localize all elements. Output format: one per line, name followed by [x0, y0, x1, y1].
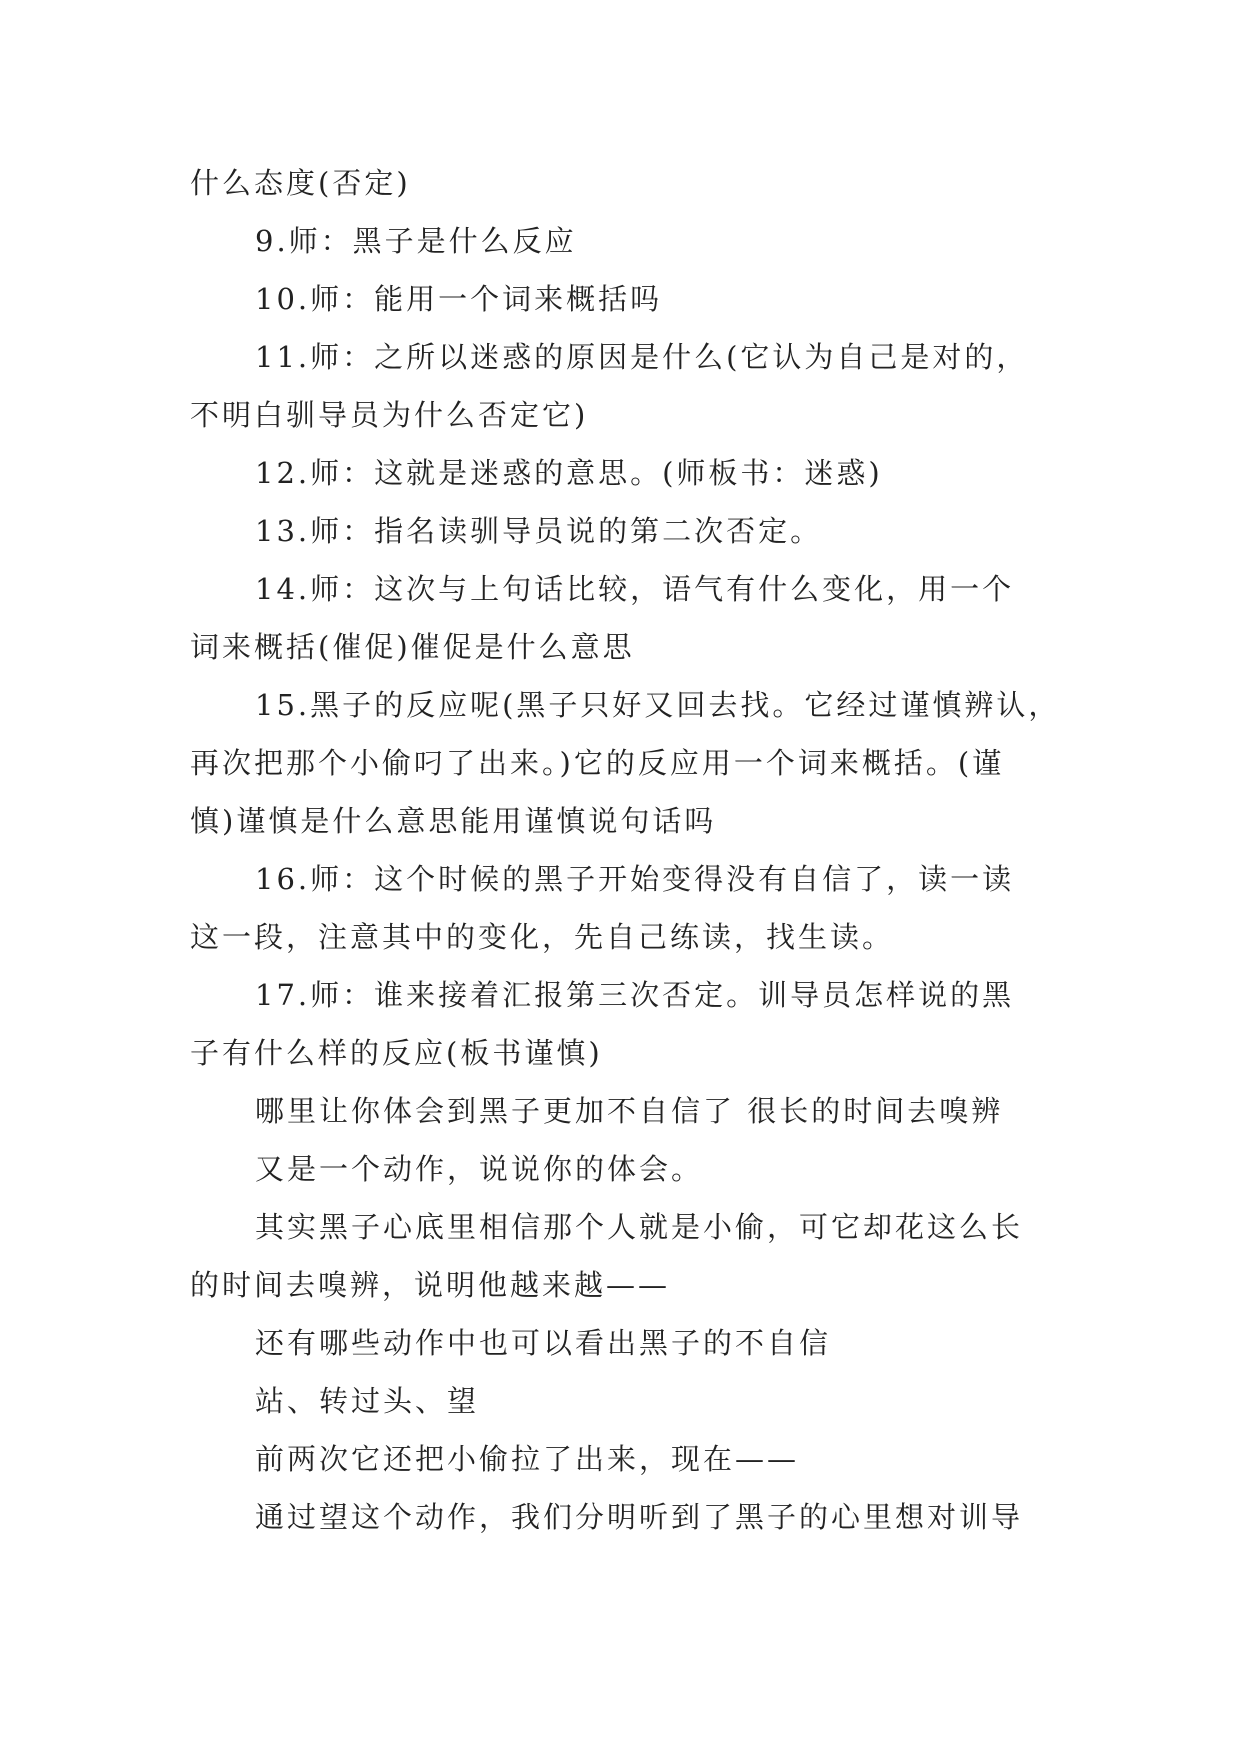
text-line: 什么态度(否定) — [190, 166, 411, 200]
text-line: 前两次它还把小偷拉了出来，现在—— — [255, 1442, 800, 1476]
text-line: 慎)谨慎是什么意思能用谨慎说句话吗 — [190, 804, 717, 838]
text-line: 通过望这个动作，我们分明听到了黑子的心里想对训导 — [255, 1500, 1024, 1534]
text-line: 10.师：能用一个词来概括吗 — [255, 282, 663, 316]
text-line: 这一段，注意其中的变化，先自己练读，找生读。 — [190, 920, 895, 954]
text-line: 14.师：这次与上句话比较，语气有什么变化，用一个 — [255, 572, 1015, 606]
text-line: 15.黑子的反应呢(黑子只好又回去找。它经过谨慎辨认， — [255, 688, 1061, 722]
text-line: 词来概括(催促)催促是什么意思 — [190, 630, 635, 664]
text-line: 其实黑子心底里相信那个人就是小偷，可它却花这么长 — [255, 1210, 1024, 1244]
document-body — [190, 154, 1060, 1546]
text-line: 再次把那个小偷叼了出来。)它的反应用一个词来概括。(谨 — [190, 746, 1005, 780]
text-line: 的时间去嗅辨，说明他越来越—— — [190, 1268, 671, 1302]
text-line: 站、转过头、望 — [255, 1384, 480, 1418]
text-line: 哪里让你体会到黑子更加不自信了 很长的时间去嗅辨 — [255, 1094, 1004, 1128]
text-line: 子有什么样的反应(板书谨慎) — [190, 1036, 603, 1070]
text-line: 12.师：这就是迷惑的意思。(师板书：迷惑) — [255, 456, 883, 490]
text-line: 16.师：这个时候的黑子开始变得没有自信了，读一读 — [255, 862, 1015, 896]
text-line: 9.师：黑子是什么反应 — [255, 224, 577, 258]
text-line: 不明白驯导员为什么否定它) — [190, 398, 589, 432]
text-line: 13.师：指名读驯导员说的第二次否定。 — [255, 514, 823, 548]
text-line: 17.师：谁来接着汇报第三次否定。训导员怎样说的黑 — [255, 978, 1015, 1012]
text-line: 还有哪些动作中也可以看出黑子的不自信 — [255, 1326, 832, 1360]
text-line: 又是一个动作，说说你的体会。 — [255, 1152, 704, 1186]
text-line: 11.师：之所以迷惑的原因是什么(它认为自己是对的， — [255, 340, 1029, 374]
